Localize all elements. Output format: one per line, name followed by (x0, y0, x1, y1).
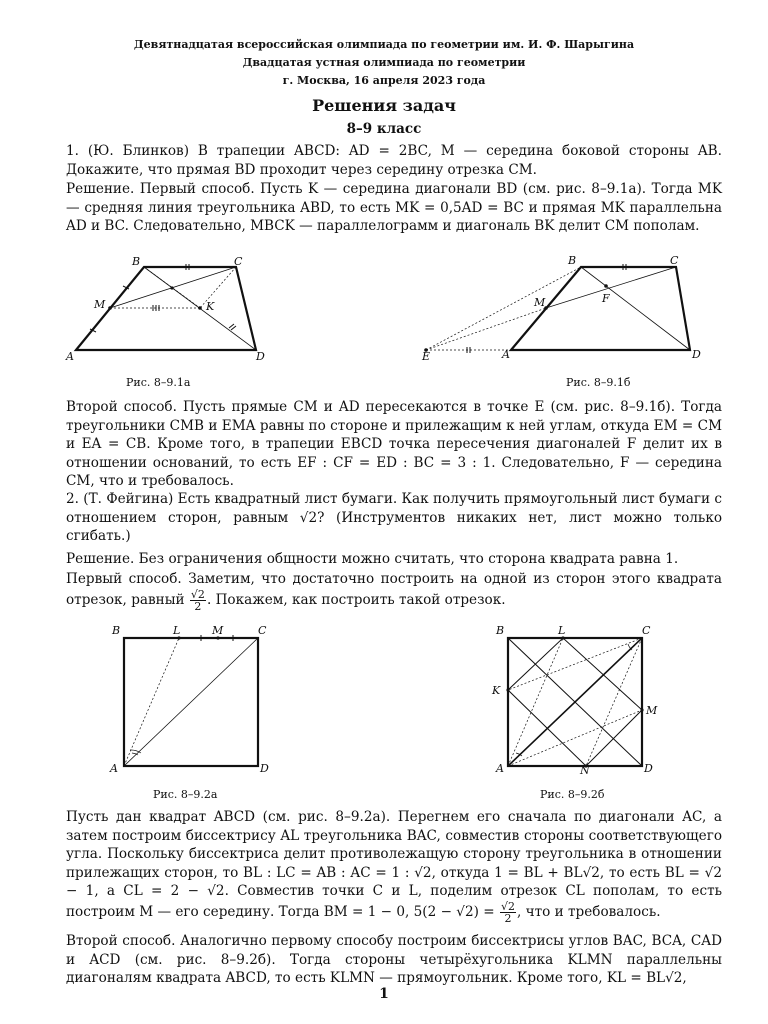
point-intersection (170, 286, 173, 289)
label-d: D (644, 762, 653, 775)
problem-2-solution-intro: Решение. Без ограничения общности можно считать, что сторона квадрата равна 1. (66, 551, 679, 567)
label-l: L (173, 624, 181, 637)
label-e: E (422, 350, 431, 363)
segment-eb (426, 267, 581, 350)
problem-2-statement: 2. (Т. Фейгина) Есть квадратный лист бумаги. Как получить прямоугольный лист бумаги с отношением сторон, равным √2? (Инструментов никаких нет, лист можно только сгибать.) (66, 491, 722, 544)
label-d: D (256, 350, 265, 363)
label-f: F (602, 292, 610, 305)
label-b: B (496, 624, 505, 637)
point-k (506, 688, 509, 691)
grade-heading: 8–9 класс (346, 121, 422, 137)
label-m: M (646, 704, 658, 717)
label-c: C (258, 624, 267, 637)
header-line-1: Девятнадцатая всероссийская олимпиада по геометрии им. И. Ф. Шарыгина (133, 38, 635, 51)
label-c: C (670, 254, 679, 267)
point-m (640, 708, 643, 711)
bisector-al (508, 638, 563, 766)
fraction-numerator: √2 (190, 587, 205, 601)
label-c: C (234, 255, 243, 268)
figure-2a (108, 622, 269, 775)
point-f (604, 284, 608, 288)
segment-cm (546, 267, 676, 308)
diagonal-ac (124, 638, 258, 766)
point-m (108, 306, 112, 310)
label-m: M (94, 298, 106, 311)
label-m: M (212, 624, 224, 637)
problem-2-solution-first-continued (66, 808, 722, 924)
label-k: K (492, 684, 501, 697)
fraction-result-numerator: √2 (500, 899, 515, 913)
label-b: B (568, 254, 577, 267)
label-d: D (260, 762, 269, 775)
label-m: M (534, 296, 546, 309)
bisector-am (508, 710, 642, 766)
problem-1-solution-second: Второй способ. Пусть прямые CM и AD пересекаются в точке E (см. рис. 8–9.1б). Тогда треугольники CMB и EMA равны по стороне и прилежащим к ней углам, откуда EM = CM и EA = CB. Кроме того, в трапеции EBCD точка пересечения диагоналей F делит их в отношении оснований, то есть EF : CF = ED : BC = 3 : 1. Следовательно, F — середина CM, что и требовалось. (66, 399, 722, 489)
label-a: A (496, 762, 504, 775)
figure-1b (418, 252, 718, 362)
figure-1a (66, 256, 266, 366)
caption-fig-1b: Рис. 8–9.1б (566, 376, 631, 389)
fraction-sqrt2-over-2 (190, 589, 206, 612)
solution-first-text-2: . Покажем, как построить такой отрезок. (206, 591, 506, 608)
header-line-3: г. Москва, 16 апреля 2023 года (282, 74, 486, 87)
page-number: 1 (379, 986, 389, 1002)
label-d: D (692, 348, 701, 361)
fraction-denominator: 2 (194, 599, 202, 613)
figure-2b (492, 622, 662, 777)
label-a: A (110, 762, 118, 775)
caption-fig-1a: Рис. 8–9.1а (126, 376, 191, 389)
caption-fig-2a: Рис. 8–9.2а (153, 788, 218, 801)
solution-first-text-1: Первый способ. Заметим, что достаточно построить на одной из сторон этого квадрата отрезок, равный (66, 571, 722, 608)
label-a: A (66, 350, 74, 363)
label-c: C (642, 624, 651, 637)
label-b: B (112, 624, 121, 637)
problem-1-statement: 1. (Ю. Блинков) В трапеции ABCD: AD = 2BC, M — середина боковой стороны AB. Докажите, что прямая BD проходит через середину отрезка CM. (66, 143, 722, 178)
problem-1-solution-first: Решение. Первый способ. Пусть K — середина диагонали BD (см. рис. 8–9.1а). Тогда MK — средняя линия треугольника ABD, то есть MK = 0,5AD = BC и прямая MK параллельна AD и BC. Следовательно, MBCK — параллелограмм и диагональ BK делит CM пополам. (66, 181, 722, 234)
header-line-2: Двадцатая устная олимпиада по геометрии (242, 56, 526, 69)
continued-text-1: Пусть дан квадрат ABCD (см. рис. 8–9.2а). Перегнем его сначала по диагонали AC, а затем построим биссектрису AL треугольника BAC, совместив стороны соответствующего угла. Поскольку биссектриса делит противолежащую сторону треугольника в отношении прилежащих сторон, то BL : LC = AB : AC = 1 : √2, откуда 1 = BL + BL√2, то есть BL = √2 − 1, а CL = 2 − √2. Совместив точки C и L, поделим отрезок CL пополам, то есть построим M — его середину. Тогда BM = 1 − 0, 5(2 − √2) = (66, 809, 722, 920)
point-k (198, 306, 202, 310)
label-k: K (206, 300, 215, 313)
bisector-al (124, 638, 179, 766)
label-b: B (132, 255, 141, 268)
label-a: A (502, 348, 510, 361)
page-title: Решения задач (312, 96, 456, 115)
label-n: N (580, 764, 590, 777)
fraction-sqrt2-over-2-result (500, 901, 516, 924)
continued-text-2: , что и требовалось. (516, 903, 661, 920)
problem-2-solution-first (66, 570, 722, 612)
caption-fig-2b: Рис. 8–9.2б (540, 788, 605, 801)
fraction-result-denominator: 2 (504, 911, 512, 925)
problem-2-solution-second: Второй способ. Аналогично первому способу построим биссектрисы углов BAC, BCA, CAD и ACD (см. рис. 8–9.2б). Тогда стороны четырёхугольника KLMN параллельны диагоналям квадрата ABCD, то есть KLMN — прямоугольник. Кроме того, KL = BL√2, (66, 933, 722, 986)
label-l: L (558, 624, 566, 637)
bisector-ck (508, 638, 642, 690)
